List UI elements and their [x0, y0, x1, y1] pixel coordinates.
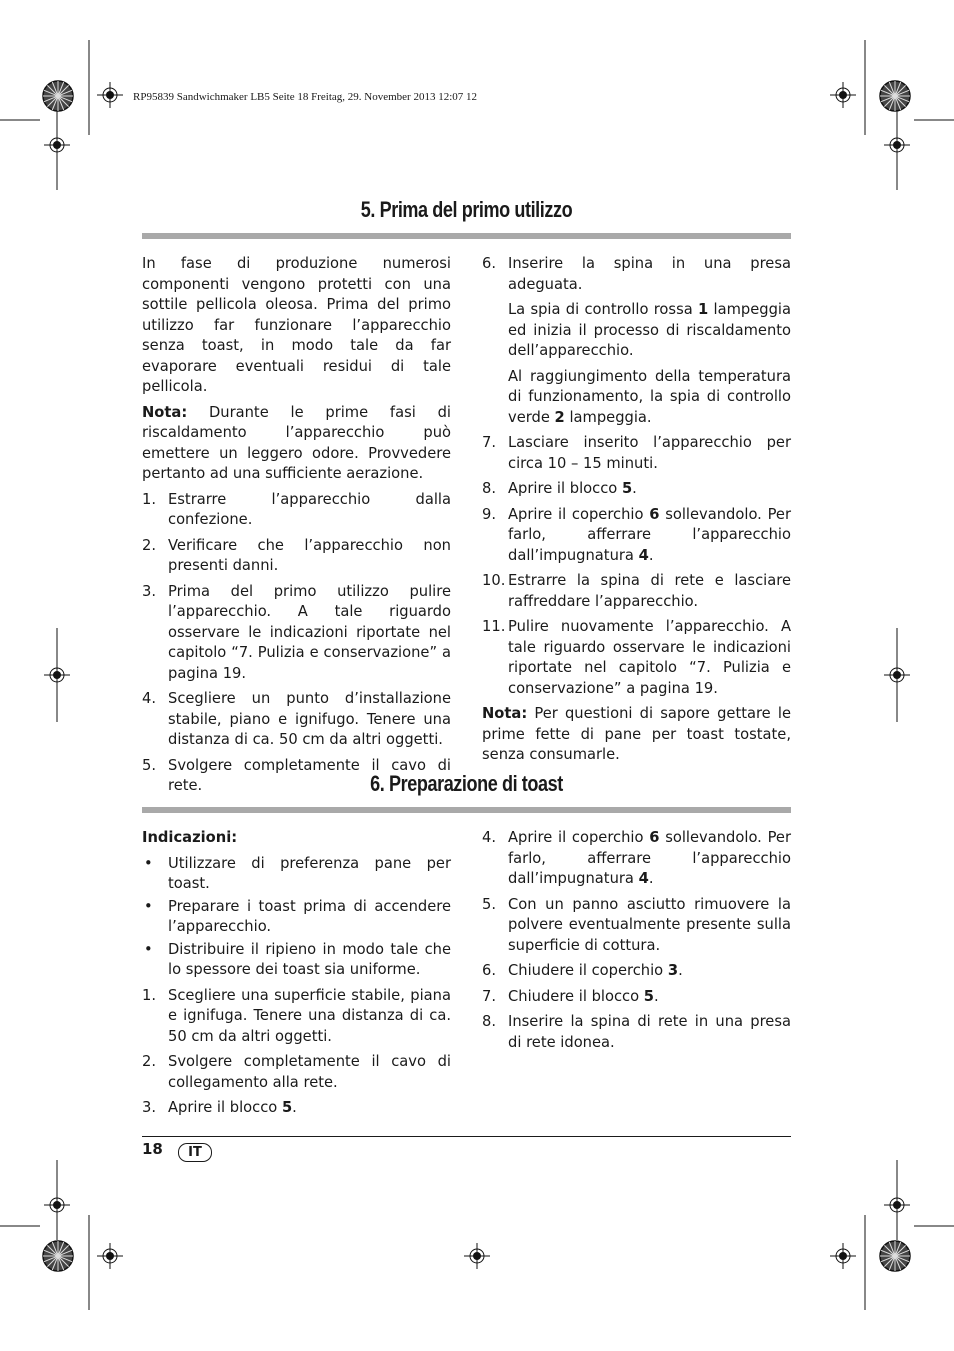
step-number: 4.	[142, 690, 157, 707]
bullet-icon: •	[144, 854, 153, 872]
step-text: Chiudere il blocco	[508, 987, 644, 1005]
indications-title: Indicazioni:	[142, 829, 238, 846]
list-item	[482, 505, 791, 567]
part-number: 5	[621, 480, 633, 497]
list-item	[482, 617, 791, 699]
note-text: Per questioni di sapore gettare le prime fette di pane per toast tostate, senza consumarle.	[482, 705, 791, 763]
step-number: 7.	[482, 434, 497, 451]
list-item	[142, 582, 451, 685]
list-item	[142, 536, 451, 577]
part-number: 6	[649, 829, 660, 846]
detail-text: lampeggia ed inizia il processo di riscaldamento dell’apparecchio.	[508, 301, 791, 359]
step-text: Lasciare inserito l’apparecchio per circa 10 – 15 minuti.	[508, 434, 791, 472]
list-item	[142, 1052, 451, 1093]
step-number: 6.	[482, 255, 497, 272]
bullet-text: Preparare i toast prima di accendere l’apparecchio.	[168, 897, 451, 935]
part-number: 2	[554, 408, 565, 426]
step-text: Estrarre l’apparecchio dalla confezione.	[168, 490, 451, 528]
detail-text: lampeggia.	[564, 408, 652, 426]
list-item	[482, 961, 791, 982]
part-number: 3	[667, 962, 679, 979]
list-item	[482, 987, 791, 1008]
step-text: Con un panno asciutto rimuovere la polvere eventualmente presente sulla superficie di cottura.	[508, 895, 791, 954]
list-item	[482, 479, 791, 500]
list-item	[482, 1012, 791, 1053]
indications-list	[142, 854, 451, 981]
bullet-text: Distribuire il ripieno in modo tale che lo spessore dei toast sia uniforme.	[168, 940, 451, 978]
step-text: Aprire il blocco	[508, 480, 622, 497]
intro-paragraph: In fase di produzione numerosi componenti vengono protetti con una sottile pellicola oleosa. Prima del primo utilizzo far funzionare l’apparecchio senza toast, in modo tale da far evaporare eventuali residui di tale pellicola.	[142, 255, 451, 395]
section-6-rule	[142, 807, 791, 813]
steps-list	[482, 433, 791, 699]
section-5-title: 5. Prima del primo utilizzo	[360, 197, 573, 222]
step-text: Verificare che l’apparecchio non presenti danni.	[168, 536, 451, 574]
steps-list	[482, 254, 791, 295]
part-number: 4	[638, 546, 649, 564]
bullet-icon: •	[144, 897, 153, 915]
note-text: Durante le prime fasi di riscaldamento l’apparecchio può emettere un leggero odore. Provvedere pertanto ad una sufficiente aerazione.	[142, 403, 451, 482]
step-number: 2.	[142, 1053, 157, 1070]
step-text: sollevandolo. Per farlo, afferrare l’apparecchio dall’impugnatura	[508, 505, 791, 564]
step-number: 8.	[482, 1013, 497, 1030]
step-text: Svolgere completamente il cavo di rete.	[168, 756, 451, 794]
note-label: Nota:	[142, 403, 188, 421]
note-paragraph	[482, 704, 791, 766]
list-item	[482, 828, 791, 890]
step-text: sollevandolo. Per farlo, afferrare l’apparecchio dall’impugnatura	[508, 829, 791, 887]
step-text: Inserire la spina di rete in una presa di rete idonea.	[508, 1013, 791, 1051]
list-item	[142, 986, 451, 1048]
step-6-detail-1	[482, 300, 791, 362]
section-6-title: 6. Preparazione di toast	[370, 771, 563, 796]
list-item	[482, 433, 791, 474]
step-number: 5.	[142, 756, 157, 774]
part-number: 6	[649, 505, 660, 523]
part-number: 4	[638, 870, 649, 887]
list-item	[142, 854, 451, 895]
step-number: 6.	[482, 962, 497, 979]
step-number: 9.	[482, 505, 497, 523]
step-number: 11.	[482, 618, 506, 635]
step-6-detail-2	[482, 367, 791, 429]
step-number: 1.	[142, 986, 157, 1004]
part-number: 1	[698, 301, 709, 318]
step-text: Scegliere un punto d’installazione stabile, piano e ignifugo. Tenere una distanza di ca. 50 cm da altri oggetti.	[168, 690, 451, 748]
step-text: Prima del primo utilizzo pulire l’apparecchio. A tale riguardo osservare le indicazioni riportate nel capitolo “7. Pulizia e conservazione” a pagina 19.	[168, 582, 451, 682]
detail-text: Al raggiungimento della temperatura di funzionamento, la spia di controllo verde	[508, 367, 791, 426]
step-text: Estrarre la spina di rete e lasciare raffreddare l’apparecchio.	[508, 572, 791, 610]
bullet-icon: •	[144, 940, 153, 958]
step-text: Pulire nuovamente l’apparecchio. A tale riguardo osservare le indicazioni riportate nel capitolo “7. Pulizia e conservazione” a pagina 19.	[508, 618, 791, 697]
step-text: .	[654, 987, 659, 1005]
list-item	[482, 571, 791, 612]
part-number: 5	[643, 987, 654, 1005]
list-item	[482, 895, 791, 957]
step-number: 3.	[142, 582, 157, 600]
list-item	[142, 940, 451, 981]
section-6-right-column	[482, 828, 791, 1058]
list-item	[142, 897, 451, 938]
step-text: Svolgere completamente il cavo di collegamento alla rete.	[168, 1053, 451, 1091]
step-text: .	[648, 870, 654, 887]
list-item	[142, 689, 451, 751]
language-badge: IT	[178, 1143, 212, 1162]
section-5-right-column	[482, 254, 791, 771]
step-text: .	[292, 1099, 297, 1116]
step-text: Inserire la spina in una presa adeguata.	[508, 255, 791, 293]
step-text: Aprire il coperchio	[508, 505, 650, 523]
detail-text: La spia di controllo rossa	[508, 301, 698, 318]
note-paragraph	[142, 403, 451, 485]
step-number: 3.	[142, 1099, 157, 1116]
steps-list	[142, 986, 451, 1119]
list-item	[142, 490, 451, 531]
step-text: Scegliere una superficie stabile, piana e ignifuga. Tenere una distanza di ca. 50 cm da altri oggetti.	[168, 986, 451, 1045]
step-text: .	[648, 546, 654, 564]
bullet-text: Utilizzare di preferenza pane per toast.	[168, 854, 451, 892]
note-label: Nota:	[482, 705, 528, 722]
step-text: Chiudere il coperchio	[508, 962, 668, 979]
list-item	[142, 1098, 451, 1119]
step-text: .	[678, 962, 683, 979]
step-number: 8.	[482, 480, 497, 497]
step-number: 4.	[482, 829, 497, 846]
part-number: 5	[281, 1099, 293, 1116]
footer-rule	[142, 1136, 791, 1137]
steps-list	[142, 490, 451, 797]
step-text: Aprire il blocco	[168, 1099, 282, 1116]
step-number: 2.	[142, 536, 157, 554]
step-number: 10.	[482, 572, 506, 589]
page-number: 18	[142, 1140, 163, 1158]
step-number: 1.	[142, 490, 157, 508]
step-number: 7.	[482, 987, 497, 1005]
steps-list	[482, 828, 791, 1053]
print-info-header: RP95839 Sandwichmaker LB5 Seite 18 Freitag, 29. November 2013 12:07 12	[133, 91, 478, 103]
step-text: Aprire il coperchio	[508, 829, 650, 846]
section-5-left-column	[142, 254, 451, 802]
list-item	[482, 254, 791, 295]
step-number: 5.	[482, 895, 497, 913]
step-text: .	[632, 480, 637, 497]
section-6-left-column	[142, 828, 451, 1124]
section-5-rule	[142, 233, 791, 239]
